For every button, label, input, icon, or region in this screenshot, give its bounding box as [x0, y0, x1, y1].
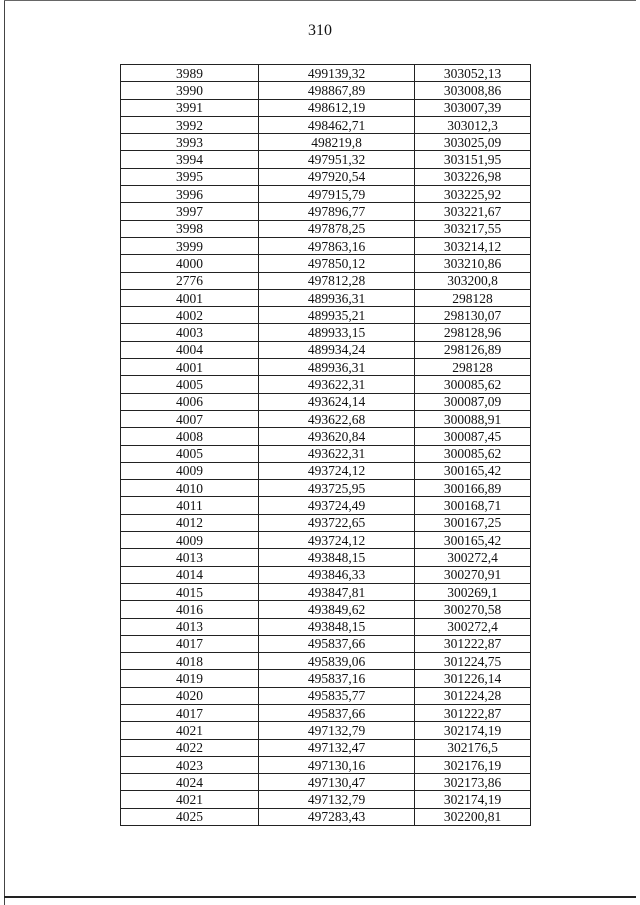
table-row	[121, 808, 531, 825]
table-row	[121, 186, 531, 203]
x-coordinate-cell: 497132,79	[259, 791, 415, 808]
y-coordinate-cell: 298128	[415, 289, 531, 306]
point-number-cell: 4019	[121, 670, 259, 687]
y-coordinate-cell: 300270,58	[415, 601, 531, 618]
table-row	[121, 237, 531, 254]
point-number-cell: 3996	[121, 186, 259, 203]
x-coordinate-cell: 497920,54	[259, 168, 415, 185]
x-coordinate-cell: 489933,15	[259, 324, 415, 341]
point-number-cell: 4004	[121, 341, 259, 358]
y-coordinate-cell: 301224,75	[415, 653, 531, 670]
x-coordinate-cell: 493848,15	[259, 618, 415, 635]
x-coordinate-cell: 495835,77	[259, 687, 415, 704]
page-number: 310	[308, 22, 332, 39]
point-number-cell: 4009	[121, 462, 259, 479]
table-row	[121, 99, 531, 116]
x-coordinate-cell: 493849,62	[259, 601, 415, 618]
y-coordinate-cell: 300167,25	[415, 514, 531, 531]
x-coordinate-cell: 497915,79	[259, 186, 415, 203]
y-coordinate-cell: 298128	[415, 359, 531, 376]
table-row	[121, 583, 531, 600]
point-number-cell: 3993	[121, 134, 259, 151]
y-coordinate-cell: 300269,1	[415, 583, 531, 600]
y-coordinate-cell: 302174,19	[415, 791, 531, 808]
point-number-cell: 3990	[121, 82, 259, 99]
x-coordinate-cell: 498219,8	[259, 134, 415, 151]
x-coordinate-cell: 493622,31	[259, 445, 415, 462]
y-coordinate-cell: 303200,8	[415, 272, 531, 289]
point-number-cell: 3998	[121, 220, 259, 237]
x-coordinate-cell: 497951,32	[259, 151, 415, 168]
y-coordinate-cell: 298130,07	[415, 307, 531, 324]
y-coordinate-cell: 301226,14	[415, 670, 531, 687]
y-coordinate-cell: 303225,92	[415, 186, 531, 203]
point-number-cell: 4014	[121, 566, 259, 583]
y-coordinate-cell: 303217,55	[415, 220, 531, 237]
point-number-cell: 4007	[121, 410, 259, 427]
point-number-cell: 4003	[121, 324, 259, 341]
y-coordinate-cell: 303221,67	[415, 203, 531, 220]
y-coordinate-cell: 300085,62	[415, 445, 531, 462]
y-coordinate-cell: 300166,89	[415, 480, 531, 497]
y-coordinate-cell: 303012,3	[415, 116, 531, 133]
point-number-cell: 4005	[121, 445, 259, 462]
y-coordinate-cell: 302174,19	[415, 722, 531, 739]
page-frame-bottom	[4, 896, 636, 898]
table-row	[121, 203, 531, 220]
table-row	[121, 168, 531, 185]
x-coordinate-cell: 498867,89	[259, 82, 415, 99]
table-row	[121, 289, 531, 306]
y-coordinate-cell: 300272,4	[415, 549, 531, 566]
point-number-cell: 4005	[121, 376, 259, 393]
table-row	[121, 428, 531, 445]
y-coordinate-cell: 303025,09	[415, 134, 531, 151]
x-coordinate-cell: 497863,16	[259, 237, 415, 254]
table-row	[121, 341, 531, 358]
y-coordinate-cell: 300168,71	[415, 497, 531, 514]
point-number-cell: 4002	[121, 307, 259, 324]
table-row	[121, 116, 531, 133]
point-number-cell: 3992	[121, 116, 259, 133]
point-number-cell: 4020	[121, 687, 259, 704]
point-number-cell: 4011	[121, 497, 259, 514]
point-number-cell: 3995	[121, 168, 259, 185]
table-row	[121, 324, 531, 341]
table-row	[121, 791, 531, 808]
x-coordinate-cell: 498612,19	[259, 99, 415, 116]
table-row	[121, 532, 531, 549]
x-coordinate-cell: 489936,31	[259, 359, 415, 376]
point-number-cell: 4025	[121, 808, 259, 825]
x-coordinate-cell: 493847,81	[259, 583, 415, 600]
y-coordinate-cell: 300165,42	[415, 462, 531, 479]
y-coordinate-cell: 302173,86	[415, 774, 531, 791]
x-coordinate-cell: 499139,32	[259, 65, 415, 82]
table-row	[121, 756, 531, 773]
table-row	[121, 255, 531, 272]
y-coordinate-cell: 298126,89	[415, 341, 531, 358]
x-coordinate-cell: 493624,14	[259, 393, 415, 410]
y-coordinate-cell: 303214,12	[415, 237, 531, 254]
x-coordinate-cell: 489934,24	[259, 341, 415, 358]
y-coordinate-cell: 302176,5	[415, 739, 531, 756]
point-number-cell: 4017	[121, 635, 259, 652]
x-coordinate-cell: 497896,77	[259, 203, 415, 220]
table-row	[121, 704, 531, 721]
table-row	[121, 774, 531, 791]
x-coordinate-cell: 493620,84	[259, 428, 415, 445]
point-number-cell: 4009	[121, 532, 259, 549]
y-coordinate-cell: 301224,28	[415, 687, 531, 704]
point-number-cell: 4018	[121, 653, 259, 670]
x-coordinate-cell: 493724,12	[259, 532, 415, 549]
table-row	[121, 497, 531, 514]
y-coordinate-cell: 300272,4	[415, 618, 531, 635]
x-coordinate-cell: 497283,43	[259, 808, 415, 825]
x-coordinate-cell: 495837,66	[259, 635, 415, 652]
point-number-cell: 4021	[121, 722, 259, 739]
table-row	[121, 134, 531, 151]
y-coordinate-cell: 300085,62	[415, 376, 531, 393]
x-coordinate-cell: 497132,47	[259, 739, 415, 756]
point-number-cell: 3994	[121, 151, 259, 168]
x-coordinate-cell: 493725,95	[259, 480, 415, 497]
x-coordinate-cell: 495837,16	[259, 670, 415, 687]
table-row	[121, 445, 531, 462]
x-coordinate-cell: 493724,12	[259, 462, 415, 479]
point-number-cell: 4013	[121, 618, 259, 635]
x-coordinate-cell: 489936,31	[259, 289, 415, 306]
point-number-cell: 4001	[121, 359, 259, 376]
point-number-cell: 4015	[121, 583, 259, 600]
point-number-cell: 4006	[121, 393, 259, 410]
table-row	[121, 82, 531, 99]
point-number-cell: 3989	[121, 65, 259, 82]
table-row	[121, 722, 531, 739]
x-coordinate-cell: 495837,66	[259, 704, 415, 721]
y-coordinate-cell: 302200,81	[415, 808, 531, 825]
point-number-cell: 4001	[121, 289, 259, 306]
table-row	[121, 462, 531, 479]
point-number-cell: 4024	[121, 774, 259, 791]
table-row	[121, 739, 531, 756]
y-coordinate-cell: 303007,39	[415, 99, 531, 116]
table-row	[121, 635, 531, 652]
point-number-cell: 4013	[121, 549, 259, 566]
y-coordinate-cell: 300088,91	[415, 410, 531, 427]
table-row	[121, 359, 531, 376]
table-row	[121, 653, 531, 670]
x-coordinate-cell: 489935,21	[259, 307, 415, 324]
table-row	[121, 618, 531, 635]
point-number-cell: 4000	[121, 255, 259, 272]
table-row	[121, 670, 531, 687]
page-frame-left	[4, 0, 5, 905]
table-row	[121, 410, 531, 427]
point-number-cell: 3991	[121, 99, 259, 116]
table-row	[121, 687, 531, 704]
coordinates-table	[120, 64, 531, 826]
y-coordinate-cell: 303052,13	[415, 65, 531, 82]
table-row	[121, 514, 531, 531]
x-coordinate-cell: 493722,65	[259, 514, 415, 531]
y-coordinate-cell: 303210,86	[415, 255, 531, 272]
point-number-cell: 4008	[121, 428, 259, 445]
table-row	[121, 272, 531, 289]
x-coordinate-cell: 495839,06	[259, 653, 415, 670]
x-coordinate-cell: 493622,31	[259, 376, 415, 393]
x-coordinate-cell: 493724,49	[259, 497, 415, 514]
table-row	[121, 220, 531, 237]
y-coordinate-cell: 302176,19	[415, 756, 531, 773]
x-coordinate-cell: 497132,79	[259, 722, 415, 739]
table-row	[121, 601, 531, 618]
x-coordinate-cell: 493622,68	[259, 410, 415, 427]
table-row	[121, 307, 531, 324]
x-coordinate-cell: 497812,28	[259, 272, 415, 289]
point-number-cell: 3999	[121, 237, 259, 254]
table-row	[121, 65, 531, 82]
x-coordinate-cell: 497850,12	[259, 255, 415, 272]
y-coordinate-cell: 303008,86	[415, 82, 531, 99]
y-coordinate-cell: 300165,42	[415, 532, 531, 549]
coordinates-table-body	[121, 65, 531, 826]
x-coordinate-cell: 497130,16	[259, 756, 415, 773]
point-number-cell: 4017	[121, 704, 259, 721]
point-number-cell: 4010	[121, 480, 259, 497]
point-number-cell: 4012	[121, 514, 259, 531]
table-row	[121, 393, 531, 410]
y-coordinate-cell: 303226,98	[415, 168, 531, 185]
y-coordinate-cell: 301222,87	[415, 704, 531, 721]
y-coordinate-cell: 300087,45	[415, 428, 531, 445]
x-coordinate-cell: 493848,15	[259, 549, 415, 566]
table-row	[121, 566, 531, 583]
table-row	[121, 480, 531, 497]
table-row	[121, 376, 531, 393]
page-frame-top	[4, 0, 636, 1]
y-coordinate-cell: 301222,87	[415, 635, 531, 652]
y-coordinate-cell: 300270,91	[415, 566, 531, 583]
y-coordinate-cell: 303151,95	[415, 151, 531, 168]
x-coordinate-cell: 498462,71	[259, 116, 415, 133]
point-number-cell: 4023	[121, 756, 259, 773]
point-number-cell: 4021	[121, 791, 259, 808]
point-number-cell: 3997	[121, 203, 259, 220]
table-row	[121, 549, 531, 566]
coordinates-table-container	[120, 64, 530, 826]
x-coordinate-cell: 493846,33	[259, 566, 415, 583]
y-coordinate-cell: 300087,09	[415, 393, 531, 410]
x-coordinate-cell: 497878,25	[259, 220, 415, 237]
point-number-cell: 2776	[121, 272, 259, 289]
point-number-cell: 4016	[121, 601, 259, 618]
x-coordinate-cell: 497130,47	[259, 774, 415, 791]
point-number-cell: 4022	[121, 739, 259, 756]
y-coordinate-cell: 298128,96	[415, 324, 531, 341]
table-row	[121, 151, 531, 168]
